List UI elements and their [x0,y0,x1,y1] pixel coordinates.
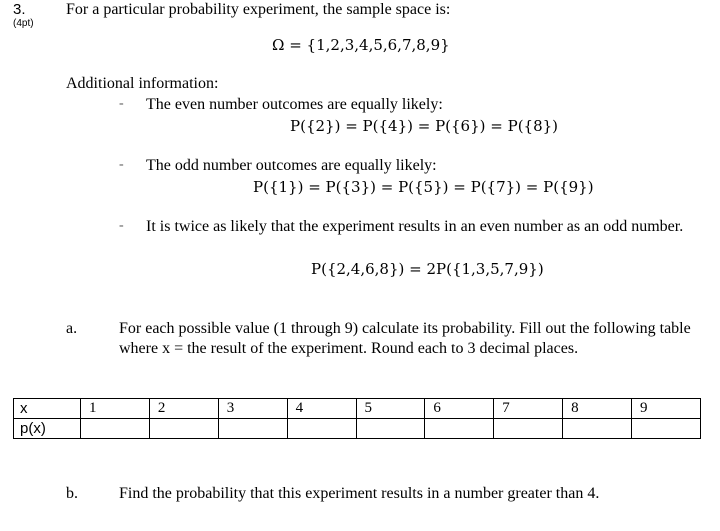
x-cell: 9 [632,399,701,419]
probability-table [13,398,701,439]
x-cell: 6 [425,399,494,419]
part-b-label: b. [66,485,78,502]
table-row-px [14,419,701,439]
row-header-x: x [14,399,81,419]
question-intro: For a particular probability experiment, the sample space is: [66,1,451,18]
part-a-label: a. [66,320,78,337]
x-cell: 4 [287,399,356,419]
sample-space-formula: Ω = {1,2,3,4,5,6,7,8,9} [272,36,450,54]
question-points: (4pt) [13,18,34,29]
additional-info-heading: Additional information: [66,75,219,92]
bullet-marker-1: - [119,96,124,111]
px-cell[interactable] [356,419,425,439]
px-cell[interactable] [81,419,150,439]
x-cell: 1 [81,399,150,419]
bullet-marker-2: - [119,157,124,172]
px-cell[interactable] [494,419,563,439]
bullet-text-odd: The odd number outcomes are equally likely: [146,157,437,174]
px-cell[interactable] [563,419,632,439]
bullet-formula-even: P({2}) = P({4}) = P({6}) = P({8}) [290,117,559,135]
x-cell: 3 [218,399,287,419]
x-cell: 7 [494,399,563,419]
bullet-marker-3: - [119,218,124,233]
question-number: 3. [13,1,26,18]
part-b-text: Find the probability that this experiment results in a number greater than 4. [119,485,600,502]
px-cell[interactable] [149,419,218,439]
table-row-x [14,399,701,419]
row-header-px: p(x) [14,419,81,439]
x-cell: 2 [149,399,218,419]
part-a-text: For each possible value (1 through 9) calculate its probability. Fill out the following table where x = the result of the experiment. Round each to 3 decimal places. [119,320,691,357]
px-cell[interactable] [632,419,701,439]
bullet-formula-twice: P({2,4,6,8}) = 2P({1,3,5,7,9}) [311,260,544,278]
bullet-text-twice: It is twice as likely that the experiment results in an even number as an odd number. [146,218,684,235]
x-cell: 8 [563,399,632,419]
bullet-formula-odd: P({1}) = P({3}) = P({5}) = P({7}) = P({9}) [253,178,594,196]
px-cell[interactable] [425,419,494,439]
x-cell: 5 [356,399,425,419]
px-cell[interactable] [218,419,287,439]
bullet-text-even: The even number outcomes are equally likely: [146,96,443,113]
px-cell[interactable] [287,419,356,439]
